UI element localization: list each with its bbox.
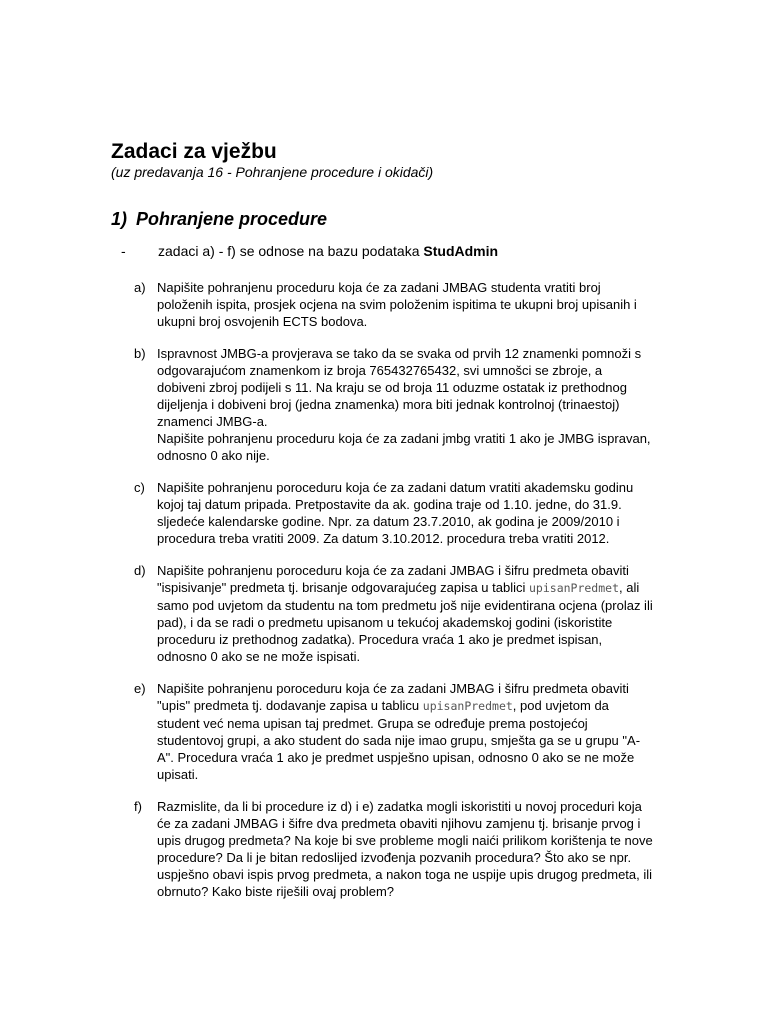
task-line-text: "ispisivanje" predmeta tj. brisanje odgovarajućeg zapisa u tablici [157,580,529,595]
task-line: dobiveni zbroj podijeli s 11. Na kraju se od broja 11 oduzme ostatak iz prethodnog [157,380,627,395]
task-e [134,680,694,783]
task-marker: f) [134,799,142,814]
task-line: studentovoj grupi, a ako student do sada nije imao grupu, smješta ga se u grupu "A- [157,733,641,748]
task-line-text: , pod uvjetom da [512,698,609,713]
database-name: StudAdmin [423,243,499,259]
bullet-text: zadaci a) - f) se odnose na bazu podataka [158,243,424,259]
task-d [134,562,694,665]
task-line: procedura treba vratiti 2009. Za datum 3.10.2012. procedura treba vratiti 2012. [157,531,610,546]
task-line: Napišite pohranjenu poroceduru koja će za zadani JMBAG i šifru predmeta obaviti [157,563,629,578]
task-line: student već nema upisan taj predmet. Grupa se određuje prema postojećoj [157,716,588,731]
task-line: A". Procedura vraća 1 ako je predmet uspješno upisan, odnosno 0 ako se ne može [157,750,635,765]
task-line: procedure? Da li je bitan redoslijed izvođenja pozvanih procedura? Što ako se npr. [157,850,632,865]
task-marker: e) [134,681,146,696]
task-line: samo pod uvjetom da studentu na tom predmetu još nije evidentirana ocjena (prolaz ili [157,598,653,613]
task-line: pad), i da se radi o predmetu upisanom u tekućoj akademskoj godini (iskoristite [157,615,613,630]
task-line-text: "upis" predmeta tj. dodavanje zapisa u tablicu [157,698,423,713]
task-line: proceduru iz prethodnog zadatka). Procedura vraća 1 ako je predmet ispisan, [157,632,603,647]
table-name: upisanPredmet [529,581,620,595]
task-line: odnosno 0 ako nije. [157,448,270,463]
task-marker: a) [134,280,146,295]
task-line: sljedeće kalendarske godine. Npr. za datum 23.7.2010, ak godina je 2009/2010 i [157,514,620,529]
task-line [157,697,694,715]
task-a [134,279,694,330]
section-number: 1) [111,209,128,229]
table-name: upisanPredmet [422,699,513,713]
task-line: upisati. [157,767,199,782]
task-line: će za zadani JMBAG i šifre dva predmeta obaviti njihovu zamjenu tj. brisanje prvog i [157,816,641,831]
task-line: uspješno obavi ispis prvog predmeta, a nakon toga ne uspije upis drugog predmeta, ili [157,867,653,882]
task-c [134,479,694,547]
task-f [134,798,694,900]
section-title: Pohranjene procedure [136,209,328,229]
task-line: Napišite pohranjenu proceduru koja će za zadani jmbg vratiti 1 ako je JMBG ispravan, [157,431,651,446]
task-marker: b) [134,346,146,361]
bullet-dash: - [121,243,126,259]
task-line: Razmislite, da li bi procedure iz d) i e) zadatka mogli iskoristiti u novoj proceduri koja [157,799,642,814]
task-line: odnosno 0 ako se ne može ispisati. [157,649,361,664]
task-line: upis drugog predmeta? Na koje bi sve probleme mogli naići prilikom korištenja te nove [157,833,653,848]
task-line: položenih ispita, prosjek ocjena na svim položenim ispitima te ukupni broj upisanih i [157,297,637,312]
document-subtitle: (uz predavanja 16 - Pohranjene procedure i okidači) [111,164,434,180]
task-line: obrnuto? Kako biste riješili ovaj problem? [157,884,395,899]
section-heading [111,207,327,231]
task-line: kojoj taj datum pripada. Pretpostavite da ak. godina traje od 1.10. jedne, do 31.9. [157,497,622,512]
scope-bullet [121,243,498,260]
task-line: Napišite pohranjenu poroceduru koja će za zadani JMBAG i šifru predmeta obaviti [157,681,629,696]
task-marker: d) [134,563,146,578]
task-line: Ispravnost JMBG-a provjerava se tako da se svaka od prvih 12 znamenki pomnoži s [157,346,642,361]
task-line: Napišite pohranjenu proceduru koja će za zadani JMBAG studenta vratiti broj [157,280,601,295]
task-line: dijeljenja i dobiveni broj (jedna znamenka) mora biti jednak kontrolnoj (trinaestoj) [157,397,620,412]
task-marker: c) [134,480,145,495]
task-line [157,579,694,597]
task-b [134,345,694,464]
task-list [134,279,694,915]
task-line: Napišite pohranjenu poroceduru koja će za zadani datum vratiti akademsku godinu [157,480,634,495]
task-line: odgovarajućom znamenkom iz broja 765432765432, svi umnošci se zbroje, a [157,363,603,378]
task-line-text: , ali [619,580,640,595]
task-line: znamenci JMBG-a. [157,414,268,429]
task-line: ukupni broj osvojenih ECTS bodova. [157,314,368,329]
document-title: Zadaci za vježbu [111,140,277,163]
